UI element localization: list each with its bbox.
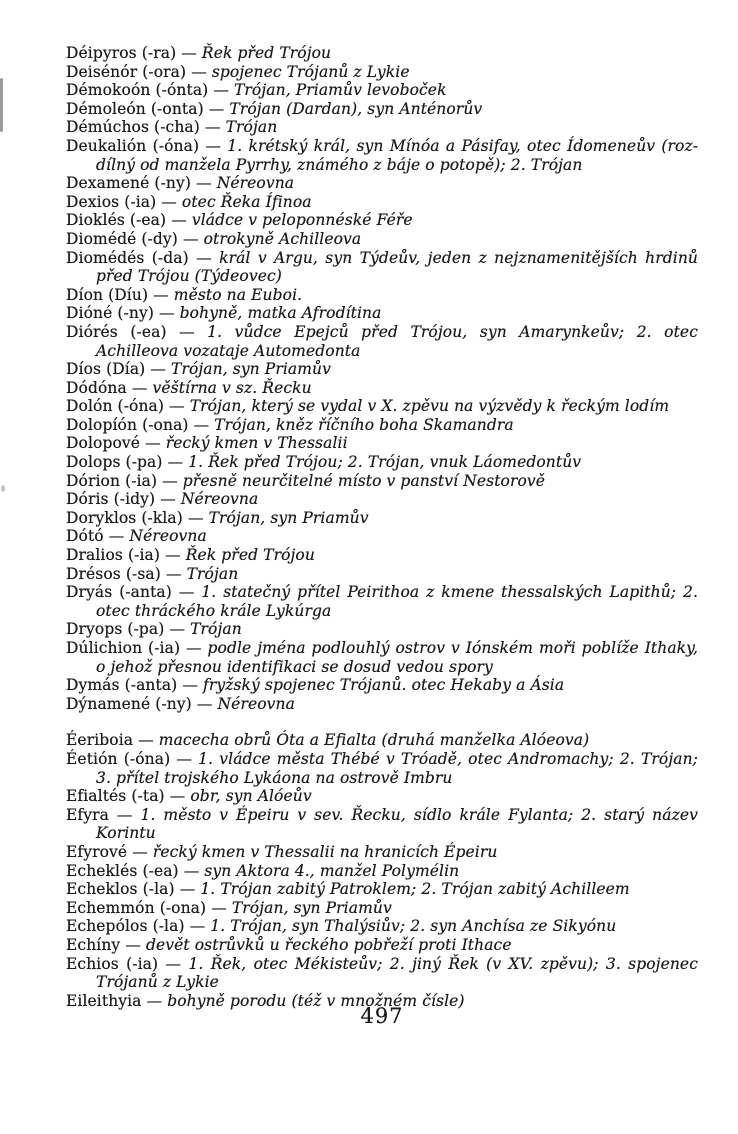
dictionary-entry xyxy=(66,118,698,137)
dictionary-entry xyxy=(66,565,698,584)
entry-definition: spojenec Trójanů z Lykie xyxy=(211,62,410,81)
entry-dash: — xyxy=(211,898,227,917)
entry-dash: — xyxy=(138,731,154,750)
entry-dash: — xyxy=(167,453,184,472)
entry-headword: Echemmón (-ona) xyxy=(66,898,207,917)
entry-definition: vládce v peloponnéské Féře xyxy=(191,211,413,230)
dictionary-entry xyxy=(66,955,698,992)
entry-headword: Dioklés (-ea) xyxy=(66,211,167,230)
entry-headword: Drésos (-sa) xyxy=(66,564,161,583)
entry-dash: — xyxy=(191,62,207,81)
entry-headword: Echeklos (-la) xyxy=(66,880,175,899)
dictionary-entry xyxy=(66,936,698,955)
entry-headword: Diórés (-ea) xyxy=(66,322,167,341)
dictionary-entry xyxy=(66,323,698,360)
entry-definition: Néreovna xyxy=(217,694,295,713)
entry-definition: syn Aktora 4., manžel Polymélin xyxy=(204,861,460,880)
entry-definition: Trójan xyxy=(190,620,242,639)
entry-headword: Éetión (-óna) xyxy=(66,749,171,768)
entry-dash: — xyxy=(189,917,206,936)
dictionary-entry xyxy=(66,211,698,230)
entry-headword: Démokoón (-ónta) xyxy=(66,81,209,100)
entry-dash: — xyxy=(205,136,221,155)
dictionary-entry xyxy=(66,787,698,806)
entry-dash: — xyxy=(196,174,212,193)
entry-definition: Trójan, syn Priamův xyxy=(171,360,331,379)
entry-headword: Dexamené (-ny) xyxy=(66,174,192,193)
entry-headword: Efialtés (-ta) xyxy=(66,787,165,806)
entry-dash: — xyxy=(161,192,177,211)
dictionary-entry xyxy=(66,379,698,398)
entry-dash: — xyxy=(116,805,133,824)
entry-dash: — xyxy=(213,81,229,100)
entry-definition: král v Argu, syn Týdeův, jeden z nejznamenitějších hrdinů před Trójou (Týdeovec) xyxy=(96,248,698,286)
entry-dash: — xyxy=(176,749,192,768)
entry-dash: — xyxy=(169,397,185,416)
entry-definition: obr, syn Alóeův xyxy=(190,787,312,806)
dictionary-entry xyxy=(66,416,698,435)
entry-dash: — xyxy=(186,639,202,657)
entry-dash: — xyxy=(196,248,212,267)
entry-headword: Dolops (-pa) xyxy=(66,453,163,472)
entry-dash: — xyxy=(159,304,175,323)
entry-headword: Echíny xyxy=(66,935,121,954)
entry-dash: — xyxy=(169,620,186,639)
entry-dash: — xyxy=(204,118,221,137)
dictionary-entry xyxy=(66,750,698,787)
dictionary-entry xyxy=(66,620,698,639)
entry-dash: — xyxy=(179,322,195,341)
dictionary-entry xyxy=(66,44,698,63)
entry-dash: — xyxy=(171,211,187,230)
entry-definition: Trójan xyxy=(186,564,239,583)
dictionary-entry xyxy=(66,193,698,212)
entry-definition: otec Řeka Ífinoa xyxy=(181,192,312,211)
entry-headword: Dótó xyxy=(66,527,104,546)
entry-headword: Diomédé (-dy) xyxy=(66,229,178,248)
entry-definition: 1. Řek před Trójou; 2. Trójan, vnuk Láomedontův xyxy=(188,453,582,472)
entry-headword: Dolón (-óna) xyxy=(66,397,165,416)
entry-definition: město na Euboi. xyxy=(173,285,303,304)
entry-definition: 1. vůdce Epejců před Trójou, syn Amarynkeův; 2. otec Achilleova vozataje Automedonta xyxy=(96,322,698,360)
dictionary-entry xyxy=(66,583,698,620)
entry-definition: 1. město v Épeiru v sev. Řecku, sídlo krále Fylanta; 2. starý název Korintu xyxy=(96,805,698,843)
entry-headword: Dryops (-pa) xyxy=(66,620,165,639)
entry-definition: Trójan (Dardan), syn Anténorův xyxy=(229,99,483,118)
dictionary-entry xyxy=(66,453,698,472)
entry-headword: Dóris (-idy) xyxy=(66,490,156,509)
dictionary-entry xyxy=(66,490,698,509)
entry-headword: Éeriboia xyxy=(66,731,134,750)
dictionary-entry xyxy=(66,174,698,193)
entry-definition: Trójan, syn Priamův xyxy=(208,508,369,527)
entry-dash: — xyxy=(196,694,213,713)
entry-definition: fryžský spojenec Trójanů. otec Hekaby a Ásia xyxy=(203,676,565,695)
entry-definition: řecký kmen v Thessalii xyxy=(165,434,348,453)
dictionary-entry xyxy=(66,472,698,491)
entry-dash: — xyxy=(165,564,182,583)
dictionary-entry xyxy=(66,639,698,676)
entry-dash: — xyxy=(153,285,169,304)
entry-definition: 1. Trójan zabitý Patroklem; 2. Trójan zabitý Achilleem xyxy=(200,880,630,899)
dictionary-entry xyxy=(66,899,698,918)
dictionary-entry xyxy=(66,100,698,119)
entry-dash: — xyxy=(187,508,204,527)
entry-headword: Dórion (-ia) xyxy=(66,471,158,490)
entry-headword: Deukalión (-óna) xyxy=(66,136,200,155)
entry-definition: Trójan, kněz říčního boha Skamandra xyxy=(214,415,514,434)
entry-headword: Doryklos (-kla) xyxy=(66,508,183,527)
entry-definition: 1. vládce města Thébé v Tróadě, otec Andromachy; 2. Trójan; 3. přítel trojského Lykáona na ostrově Imbru xyxy=(96,749,698,787)
scan-artifact-icon xyxy=(1,485,5,492)
entry-headword: Echepólos (-la) xyxy=(66,917,185,936)
entry-definition: bohyně porodu (též v množném čísle) xyxy=(167,991,465,1010)
entry-dash: — xyxy=(182,676,198,695)
dictionary-entry xyxy=(66,434,698,453)
dictionary-entry xyxy=(66,695,698,714)
entry-definition: Néreovna xyxy=(129,527,207,546)
dictionary-entry xyxy=(66,397,698,416)
dictionary-entry xyxy=(66,880,698,899)
entry-dash: — xyxy=(169,787,186,806)
entry-dash: — xyxy=(145,434,161,453)
entry-headword: Dódóna xyxy=(66,378,127,397)
dictionary-entry xyxy=(66,360,698,379)
scan-artifact-icon xyxy=(0,78,3,132)
entry-headword: Efyra xyxy=(66,805,109,824)
entry-headword: Démúchos (-cha) xyxy=(66,118,200,137)
entry-dash: — xyxy=(132,842,148,861)
entry-definition: Trójan xyxy=(225,118,278,137)
dictionary-entry xyxy=(66,286,698,305)
entry-dash: — xyxy=(178,583,195,602)
entry-headword: Echeklés (-ea) xyxy=(66,861,179,880)
entry-definition: Néreovna xyxy=(216,174,295,193)
entry-definition: Trójan, syn Priamův xyxy=(231,898,392,917)
dictionary-entry xyxy=(66,81,698,100)
entry-headword: Efyrové xyxy=(66,842,128,861)
dictionary-entry xyxy=(66,249,698,286)
entry-dash: — xyxy=(146,991,163,1010)
dictionary-entry xyxy=(66,917,698,936)
entry-headword: Dýnamené (-ny) xyxy=(66,694,192,713)
entry-dash: — xyxy=(182,229,199,248)
entry-headword: Dolopové xyxy=(66,434,141,453)
entry-dash: — xyxy=(125,935,141,954)
entry-headword: Diomédés (-da) xyxy=(66,248,189,267)
glossary-entries xyxy=(66,44,698,1010)
entry-definition: devět ostrůvků u řeckého pobřeží proti Ithace xyxy=(145,935,512,954)
entry-definition: 1. Trójan, syn Thalýsiův; 2. syn Anchísa ze Sikyónu xyxy=(210,917,617,936)
entry-dash: — xyxy=(179,880,196,899)
entry-headword: Echios (-ia) xyxy=(66,954,159,973)
entry-definition: Trójan, který se vydal v X. zpěvu na výzvědy k řeckým lodím xyxy=(189,397,670,416)
entry-headword: Díos (Día) xyxy=(66,360,146,379)
entry-definition: Řek před Trójou xyxy=(185,546,315,565)
entry-headword: Dymás (-anta) xyxy=(66,676,178,695)
entry-definition: Néreovna xyxy=(180,490,259,509)
entry-headword: Eileithyia xyxy=(66,991,142,1010)
dictionary-entry xyxy=(66,806,698,843)
entry-dash: — xyxy=(208,99,225,118)
entry-headword: Deisénór (-ora) xyxy=(66,62,187,81)
entry-headword: Dralios (-ia) xyxy=(66,546,161,565)
entry-dash: — xyxy=(193,415,210,434)
dictionary-entry xyxy=(66,230,698,249)
entry-headword: Dióné (-ny) xyxy=(66,304,154,323)
entry-headword: Dúlichion (-ia) xyxy=(66,639,181,657)
entry-definition: přesně neurčitelné místo v panství Nestorově xyxy=(182,471,546,490)
dictionary-entry xyxy=(66,676,698,695)
entry-definition: 1. Řek, otec Mékisteův; 2. jiný Řek (v XV. zpěvu); 3. spojenec Trójanů z Lykie xyxy=(96,954,698,992)
entry-definition: 1. statečný přítel Peirithoa z kmene thessalských Lapithů; 2. otec thráckého krále Lykúrga xyxy=(96,583,698,620)
entry-definition: otrokyně Achilleova xyxy=(203,229,362,248)
entry-definition: věštírna v sz. Řecku xyxy=(152,378,312,397)
dictionary-entry xyxy=(66,527,698,546)
entry-dash: — xyxy=(183,861,200,880)
entry-dash: — xyxy=(150,360,166,379)
entry-definition: Řek před Trójou xyxy=(201,44,332,62)
entry-dash: — xyxy=(165,954,182,973)
entry-headword: Dexios (-ia) xyxy=(66,192,157,211)
dictionary-entry xyxy=(66,843,698,862)
entry-definition: podle jména podlouhlý ostrov v Iónském moři poblíže Ithaky, o jehož přesnou identifikaci se dosud vedou spory xyxy=(96,639,699,676)
entry-definition: 1. krétský král, syn Mínóa a Pásifay, otec Ídomeneův (rozdílný od manžela Pyrrhy, známého z báje o potopě); 2. Trójan xyxy=(96,136,699,174)
entry-definition: Trójan, Priamův levoboček xyxy=(233,81,447,100)
dictionary-entry xyxy=(66,304,698,323)
entry-dash: — xyxy=(160,490,176,509)
entry-headword: Díon (Díu) xyxy=(66,285,149,304)
entry-definition: macecha obrů Óta a Efialta (druhá manželka Alóeova) xyxy=(158,731,590,750)
entry-definition: bohyně, matka Afrodítina xyxy=(179,304,382,323)
entry-headword: Dryás (-anta) xyxy=(66,583,172,602)
dictionary-entry xyxy=(66,862,698,881)
dictionary-entry xyxy=(66,731,698,750)
entry-dash: — xyxy=(165,546,181,565)
entry-headword: Démoleón (-onta) xyxy=(66,99,204,118)
dictionary-entry xyxy=(66,63,698,82)
entry-headword: Dolopíón (-ona) xyxy=(66,415,189,434)
entry-dash: — xyxy=(131,378,148,397)
page-number: 497 xyxy=(360,1004,404,1028)
entry-definition: řecký kmen v Thessalii na hranicích Épeiru xyxy=(152,842,498,861)
dictionary-entry xyxy=(66,509,698,528)
entry-headword: Déipyros (-ra) xyxy=(66,44,177,62)
entry-dash: — xyxy=(108,527,125,546)
entry-dash: — xyxy=(162,471,178,490)
dictionary-entry xyxy=(66,137,698,174)
entry-dash: — xyxy=(181,44,197,62)
dictionary-entry xyxy=(66,546,698,565)
